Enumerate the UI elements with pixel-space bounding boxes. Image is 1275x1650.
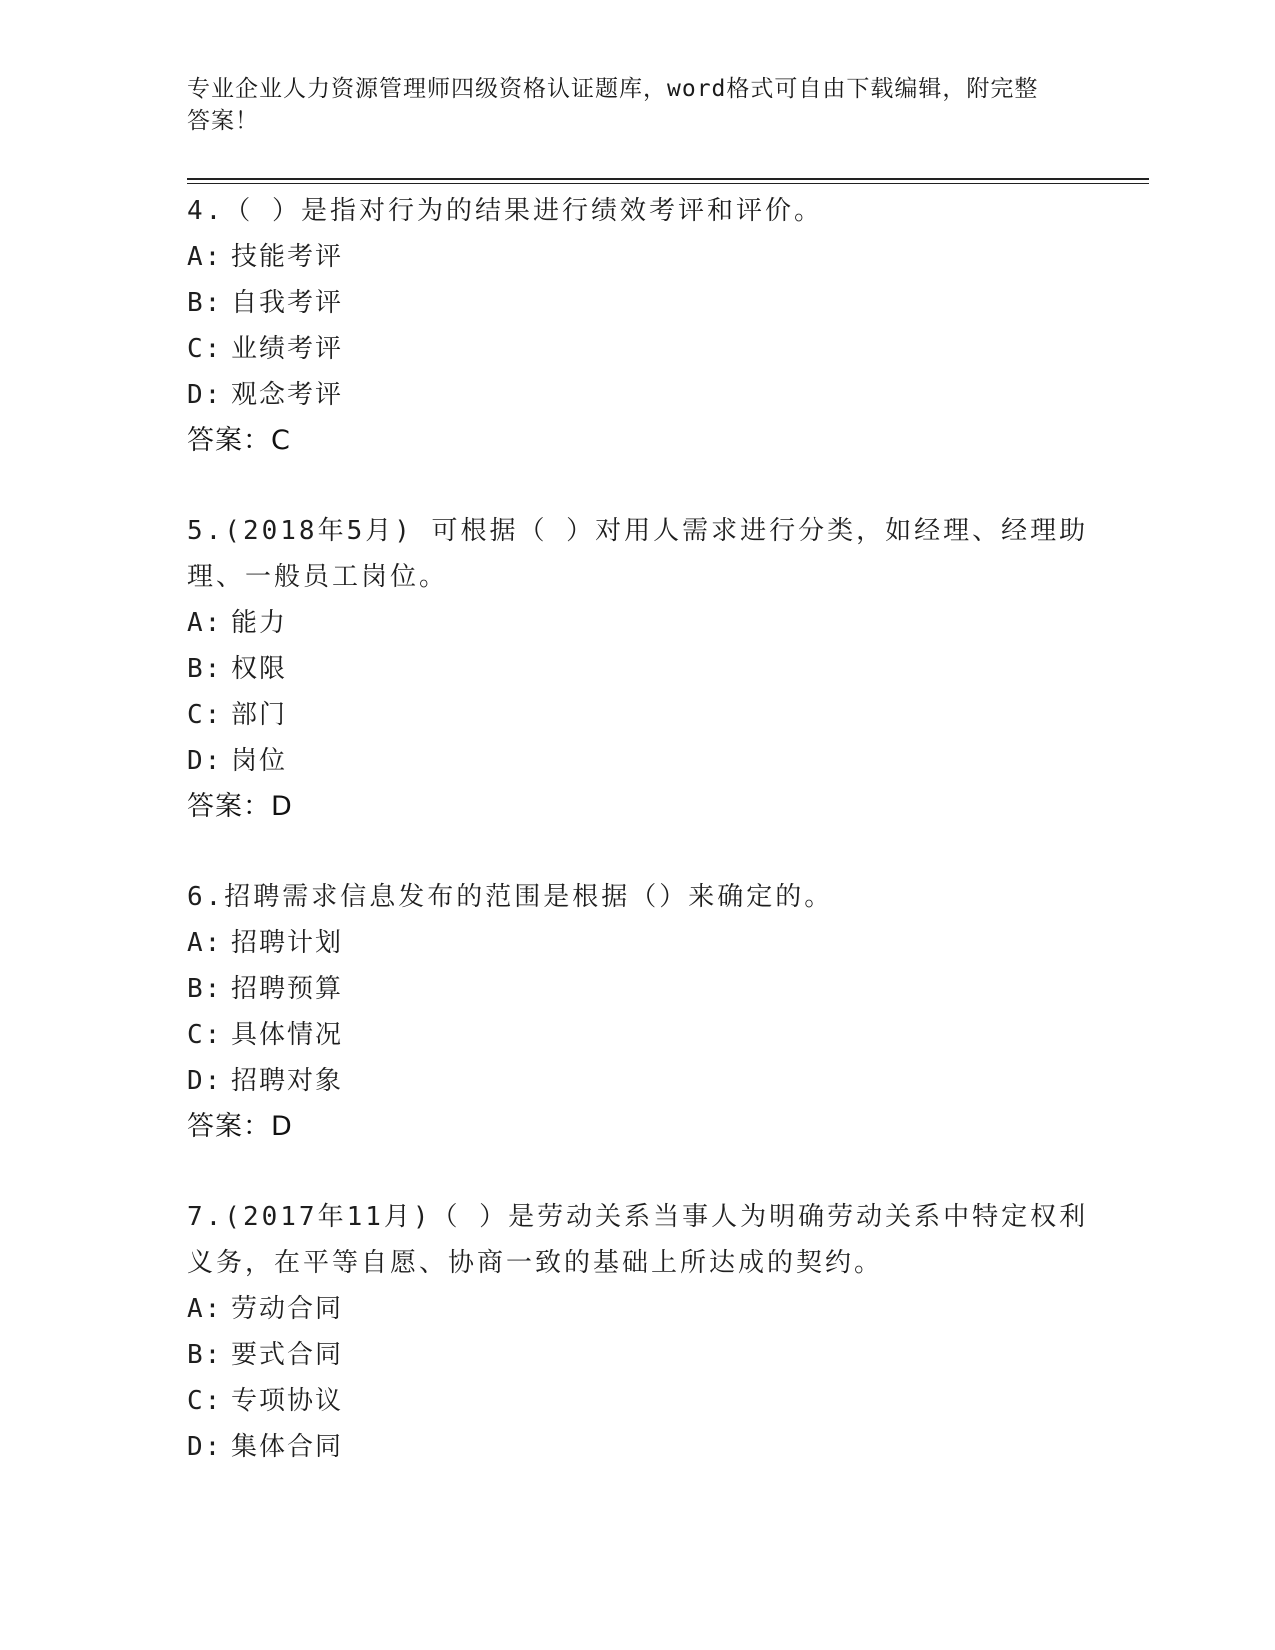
option-d <box>187 738 1087 784</box>
option-text: 劳动合同 <box>231 1294 344 1324</box>
option-key: B: <box>187 1340 223 1370</box>
question-6 <box>187 874 1087 1150</box>
option-key: A: <box>187 242 223 272</box>
option-key: A: <box>187 928 223 958</box>
option-key: C: <box>187 1020 223 1050</box>
question-stem: 6.招聘需求信息发布的范围是根据（）来确定的。 <box>187 882 834 912</box>
option-key: C: <box>187 700 223 730</box>
option-text: 观念考评 <box>231 380 344 410</box>
option-key: D: <box>187 1066 223 1096</box>
header-divider-bottom <box>187 183 1149 184</box>
question-list <box>187 188 1087 1514</box>
option-key: C: <box>187 1386 223 1416</box>
option-b <box>187 966 1087 1012</box>
option-b <box>187 280 1087 326</box>
option-key: A: <box>187 608 223 638</box>
option-c <box>187 1012 1087 1058</box>
option-key: D: <box>187 746 223 776</box>
option-a <box>187 600 1087 646</box>
option-c <box>187 326 1087 372</box>
option-key: A: <box>187 1294 223 1324</box>
option-key: D: <box>187 380 223 410</box>
option-b <box>187 1332 1087 1378</box>
question-4 <box>187 188 1087 464</box>
header-line-1: 专业企业人力资源管理师四级资格认证题库，word格式可自由下载编辑，附完整 <box>187 76 1039 102</box>
option-text: 自我考评 <box>231 288 344 318</box>
option-text: 部门 <box>231 700 288 730</box>
option-text: 招聘计划 <box>231 928 344 958</box>
option-a <box>187 234 1087 280</box>
option-text: 专项协议 <box>231 1386 344 1416</box>
option-text: 岗位 <box>231 746 288 776</box>
question-stem: 4.（ ）是指对行为的结果进行绩效考评和评价。 <box>187 196 823 226</box>
question-stem: 7.(2017年11月)（ ）是劳动关系当事人为明确劳动关系中特定权利 <box>187 1202 1089 1232</box>
answer-line: 答案：C <box>187 425 291 456</box>
option-text: 能力 <box>231 608 288 638</box>
question-7 <box>187 1194 1087 1470</box>
option-key: B: <box>187 654 223 684</box>
question-stem-continued: 义务，在平等自愿、协商一致的基础上所达成的契约。 <box>187 1248 884 1278</box>
option-key: C: <box>187 334 223 364</box>
option-text: 业绩考评 <box>231 334 344 364</box>
option-d <box>187 372 1087 418</box>
header-divider-top <box>187 178 1149 180</box>
question-stem-continued: 理、一般员工岗位。 <box>187 562 449 592</box>
option-text: 技能考评 <box>231 242 344 272</box>
option-b <box>187 646 1087 692</box>
option-c <box>187 1378 1087 1424</box>
option-text: 招聘对象 <box>231 1066 344 1096</box>
option-a <box>187 1286 1087 1332</box>
option-text: 要式合同 <box>231 1340 344 1370</box>
header-line-2: 答案！ <box>187 108 259 134</box>
option-key: B: <box>187 974 223 1004</box>
answer-line: 答案：D <box>187 791 293 822</box>
document-header <box>187 73 1067 137</box>
option-key: D: <box>187 1432 223 1462</box>
option-c <box>187 692 1087 738</box>
question-5 <box>187 508 1087 830</box>
option-d <box>187 1424 1087 1470</box>
option-d <box>187 1058 1087 1104</box>
option-a <box>187 920 1087 966</box>
option-text: 招聘预算 <box>231 974 344 1004</box>
option-text: 权限 <box>231 654 288 684</box>
question-stem: 5.(2018年5月) 可根据（ ）对用人需求进行分类，如经理、经理助 <box>187 516 1089 546</box>
answer-line: 答案：D <box>187 1111 293 1142</box>
option-key: B: <box>187 288 223 318</box>
option-text: 具体情况 <box>231 1020 344 1050</box>
option-text: 集体合同 <box>231 1432 344 1462</box>
